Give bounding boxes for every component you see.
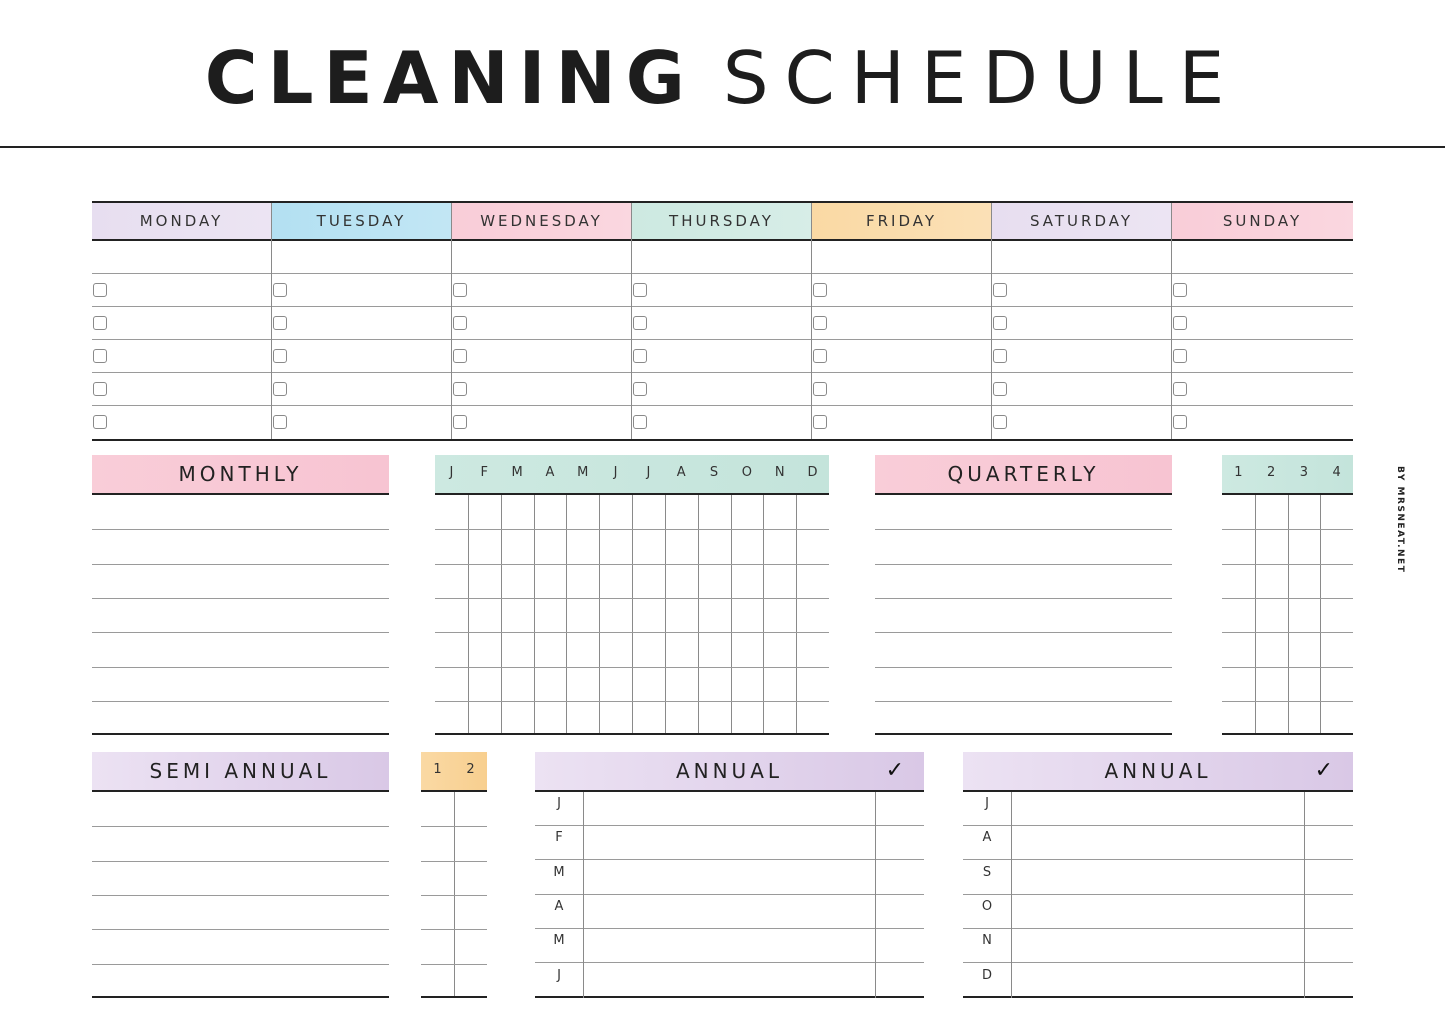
task-row[interactable] [632,340,811,373]
credit-text: BY MRSNEAT.NET [1395,466,1405,574]
check-icon: ✓ [1314,758,1337,783]
quarter-label: 3 [1299,465,1309,480]
month-label: J [646,465,651,480]
annual-row[interactable] [535,895,924,929]
grid-row-line [421,895,487,896]
month-label: O [741,465,752,480]
month-letter: M [553,864,565,880]
task-checkbox[interactable] [453,349,467,363]
task-row[interactable] [812,373,991,406]
task-checkbox[interactable] [813,382,827,396]
quarters-grid [1222,495,1353,735]
annual-row[interactable] [535,929,924,963]
annual-column-line [1304,792,1305,998]
task-row[interactable] [92,274,271,307]
writing-line [92,667,389,668]
monthly-title: MONTHLY [178,462,303,486]
month-letter: A [982,830,992,846]
task-checkbox[interactable] [993,415,1007,429]
writing-line [92,701,389,702]
grid-row-line [1222,564,1353,565]
task-checkbox[interactable] [813,349,827,363]
task-row[interactable] [1172,340,1353,373]
quarter-label: 2 [1266,465,1276,480]
grid-column-line [1320,495,1321,735]
grid-row-line [421,861,487,862]
task-checkbox[interactable] [453,382,467,396]
task-checkbox[interactable] [1173,349,1187,363]
annual-right-title: ANNUAL [1104,759,1212,783]
grid-row-line [435,632,829,633]
grid-row-line [421,996,487,998]
task-checkbox[interactable] [273,382,287,396]
months-grid [435,495,829,735]
annual-row[interactable] [963,826,1353,860]
grid-column-line [632,495,633,735]
writing-line [92,529,389,530]
task-checkbox[interactable] [993,283,1007,297]
task-row[interactable] [812,241,991,274]
annual-row[interactable] [963,895,1353,929]
task-row[interactable] [452,274,631,307]
writing-line [92,964,389,965]
semi-annual-title: SEMI ANNUAL [149,759,332,783]
task-row[interactable] [992,241,1171,274]
grid-column-line [796,495,797,735]
annual-left [535,752,924,998]
grid-column-line [1255,495,1256,735]
task-checkbox[interactable] [453,283,467,297]
task-checkbox[interactable] [993,316,1007,330]
month-letter: A [554,898,564,914]
writing-line [92,861,389,862]
task-checkbox[interactable] [93,316,107,330]
grid-row-line [421,826,487,827]
annual-row[interactable] [535,861,924,895]
annual-column-line [583,792,584,998]
halves-grid [421,792,487,998]
semi-annual-lines [92,792,389,998]
month-label: J [449,465,454,480]
writing-line [92,996,389,998]
task-row[interactable] [452,406,631,439]
day-header: WEDNESDAY [452,203,631,241]
task-row[interactable] [1172,241,1353,274]
task-checkbox[interactable] [633,382,647,396]
grid-column-line [566,495,567,735]
annual-column-line [1011,792,1012,998]
month-letter: J [985,796,989,811]
day-column [992,203,1172,439]
title-light: SCHEDULE [722,36,1241,120]
task-row[interactable] [992,307,1171,340]
task-row[interactable] [92,241,271,274]
task-row[interactable] [92,307,271,340]
writing-line [92,598,389,599]
writing-line [875,564,1172,565]
day-header: TUESDAY [272,203,451,241]
day-header: THURSDAY [632,203,811,241]
day-header: MONDAY [92,203,271,241]
monthly-lines [92,495,389,735]
writing-line [875,733,1172,735]
task-checkbox[interactable] [1173,283,1187,297]
task-checkbox[interactable] [93,415,107,429]
day-header: SUNDAY [1172,203,1353,241]
grid-row-line [1222,667,1353,668]
month-label: A [545,465,555,480]
day-column [92,203,272,439]
task-row[interactable] [812,406,991,439]
writing-line [875,529,1172,530]
month-label: M [511,465,523,480]
day-column [452,203,632,439]
credit-text-wrap [1395,466,1407,574]
task-checkbox[interactable] [813,415,827,429]
grid-column-line [731,495,732,735]
grid-row-line [1222,598,1353,599]
task-checkbox[interactable] [1173,415,1187,429]
grid-row-line [435,598,829,599]
quarterly-header [875,455,1172,495]
task-row[interactable] [452,340,631,373]
writing-line [92,929,389,930]
task-row[interactable] [1172,274,1353,307]
day-column [632,203,812,439]
half-label: 2 [466,762,475,777]
annual-row[interactable] [535,792,924,826]
task-row[interactable] [632,274,811,307]
day-header: SATURDAY [992,203,1171,241]
task-checkbox[interactable] [813,283,827,297]
task-checkbox[interactable] [1173,316,1187,330]
writing-line [875,701,1172,702]
task-row[interactable] [272,373,451,406]
month-label: D [807,465,818,480]
task-checkbox[interactable] [813,316,827,330]
day-column [272,203,452,439]
task-row[interactable] [272,406,451,439]
day-column [812,203,992,439]
annual-row[interactable] [535,964,924,998]
title-bold: CLEANING [204,36,695,120]
grid-row-line [1222,529,1353,530]
grid-row-line [1222,733,1353,735]
grid-row-line [421,964,487,965]
quarters-header [1222,455,1353,495]
writing-line [92,564,389,565]
annual-right [963,752,1353,998]
task-row[interactable] [272,241,451,274]
annual-row[interactable] [535,826,924,860]
task-row[interactable] [1172,406,1353,439]
quarterly-lines [875,495,1172,735]
month-letter: M [553,933,565,949]
writing-line [92,895,389,896]
day-column [1172,203,1353,439]
task-checkbox[interactable] [993,382,1007,396]
task-checkbox[interactable] [93,283,107,297]
grid-row-line [1222,701,1353,702]
grid-row-line [435,667,829,668]
task-row[interactable] [92,373,271,406]
month-letter: S [982,864,992,880]
task-checkbox[interactable] [273,316,287,330]
grid-row-line [435,564,829,565]
month-letter: O [981,898,993,914]
task-checkbox[interactable] [1173,382,1187,396]
task-checkbox[interactable] [93,382,107,396]
month-letter: J [557,796,561,811]
annual-row[interactable] [963,929,1353,963]
annual-row[interactable] [963,861,1353,895]
grid-column-line [501,495,502,735]
task-row[interactable] [992,340,1171,373]
annual-row[interactable] [963,964,1353,998]
task-checkbox[interactable] [273,349,287,363]
task-row[interactable] [1172,373,1353,406]
task-checkbox[interactable] [633,283,647,297]
task-checkbox[interactable] [453,316,467,330]
quarter-label: 1 [1234,465,1243,480]
task-row[interactable] [632,406,811,439]
task-row[interactable] [812,274,991,307]
task-row[interactable] [1172,307,1353,340]
grid-column-line [698,495,699,735]
annual-column-line [875,792,876,998]
grid-column-line [665,495,666,735]
writing-line [875,598,1172,599]
task-row[interactable] [272,340,451,373]
month-letter: D [981,967,992,983]
month-letter: N [982,933,992,949]
annual-right-header [963,752,1353,792]
task-row[interactable] [632,307,811,340]
task-row[interactable] [992,406,1171,439]
grid-row-line [421,929,487,930]
halves-header [421,752,487,792]
task-row[interactable] [632,241,811,274]
grid-column-line [599,495,600,735]
task-row[interactable] [272,274,451,307]
task-checkbox[interactable] [93,349,107,363]
writing-line [875,667,1172,668]
task-checkbox[interactable] [633,349,647,363]
task-row[interactable] [992,373,1171,406]
quarterly-title: QUARTERLY [947,462,1100,486]
month-label: N [774,465,785,480]
task-checkbox[interactable] [993,349,1007,363]
day-header: FRIDAY [812,203,991,241]
writing-line [92,826,389,827]
month-label: J [613,465,618,480]
task-checkbox[interactable] [273,415,287,429]
annual-left-header [535,752,924,792]
month-label: F [480,465,488,480]
writing-line [92,632,389,633]
writing-line [92,733,389,735]
grid-row-line [435,733,829,735]
annual-left-title: ANNUAL [675,759,784,783]
month-label: S [709,465,719,480]
page-title [0,38,1445,118]
task-row[interactable] [92,406,271,439]
writing-line [875,632,1172,633]
title-rule [0,146,1445,148]
month-letter: F [555,830,563,846]
month-label: M [577,465,589,480]
task-checkbox[interactable] [633,415,647,429]
half-label: 1 [433,762,442,777]
task-row[interactable] [452,373,631,406]
check-icon: ✓ [885,758,908,783]
task-row[interactable] [812,307,991,340]
grid-row-line [435,701,829,702]
grid-column-line [534,495,535,735]
annual-row[interactable] [963,792,1353,826]
grid-row-line [1222,632,1353,633]
task-row[interactable] [272,307,451,340]
month-label: A [676,465,686,480]
task-checkbox[interactable] [453,415,467,429]
task-row[interactable] [992,274,1171,307]
task-row[interactable] [632,373,811,406]
grid-row-line [435,529,829,530]
grid-column-line [1288,495,1289,735]
grid-column-line [763,495,764,735]
task-row[interactable] [812,340,991,373]
weekly-table [92,201,1353,441]
quarter-label: 4 [1332,465,1341,480]
grid-column-line [468,495,469,735]
task-row[interactable] [452,307,631,340]
monthly-header [92,455,389,495]
task-row[interactable] [92,340,271,373]
task-row[interactable] [452,241,631,274]
month-letter: J [557,967,561,983]
task-checkbox[interactable] [273,283,287,297]
months-header [435,455,829,495]
task-checkbox[interactable] [633,316,647,330]
semi-annual-header [92,752,389,792]
